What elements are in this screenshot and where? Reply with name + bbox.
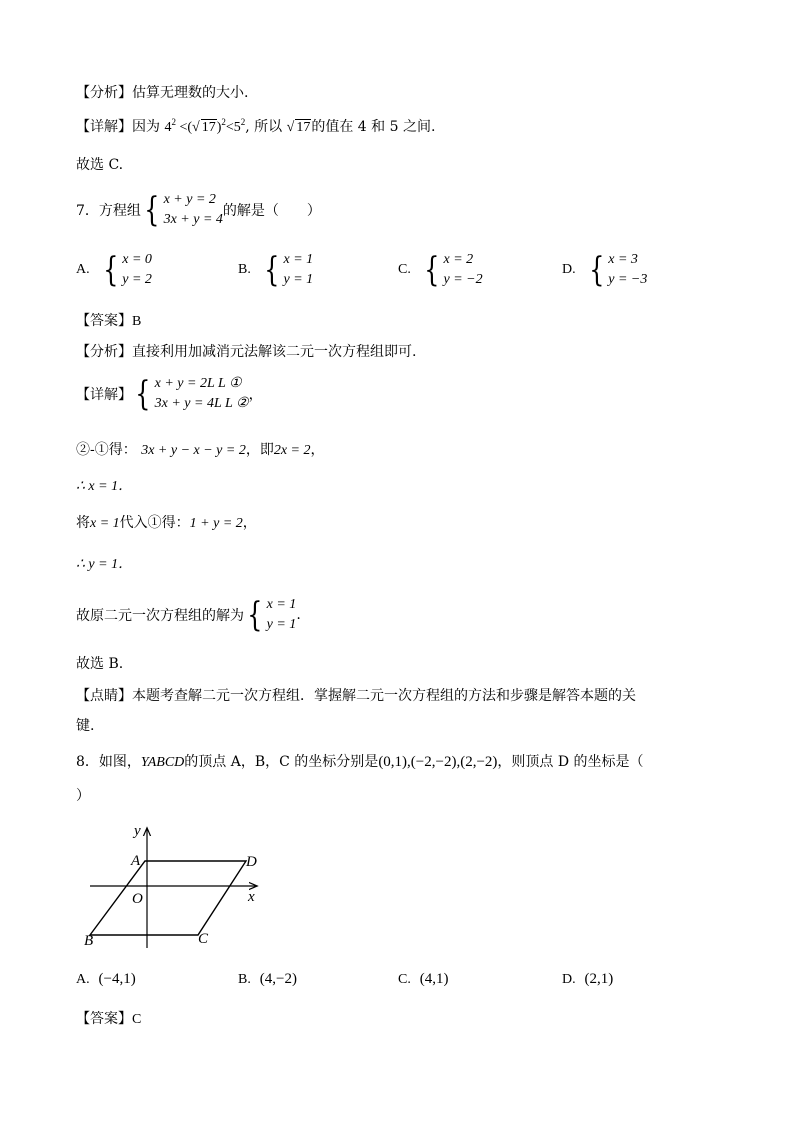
step-4: ∴ y = 1． xyxy=(76,557,133,572)
q8-option-a[interactable]: A. (−4,1) xyxy=(76,971,136,987)
comment-line-1: 【点睛】本题考查解二元一次方程组．掌握解二元一次方程组的方法和步骤是解答本题的关 xyxy=(76,688,636,704)
q7-option-a[interactable]: A. { x = 0 y = 2 xyxy=(76,250,152,290)
q7-option-b[interactable]: B. { x = 1 y = 1 xyxy=(238,250,314,290)
equation-2: 3x + y = 4 xyxy=(163,212,223,227)
q8-option-b[interactable]: B. (4,−2) xyxy=(238,971,297,987)
q7-detail-system: 【详解】 { x + y = 2L L ① 3x + y = 4L L ② ， xyxy=(76,374,263,414)
analysis-text: 估算无理数的大小. xyxy=(132,85,249,101)
coordinate-figure xyxy=(84,823,268,953)
q8-answer-line xyxy=(76,1009,141,1030)
question-7-tail: 的解是（ ） xyxy=(222,203,321,219)
analysis-label: 【分析】 xyxy=(76,85,132,101)
detail-label: 【详解】 xyxy=(76,387,132,403)
q7-analysis-line: 【分析】直接利用加减消元法解该二元一次方程组即可. xyxy=(76,344,417,360)
equation-1: x + y = 2 xyxy=(163,192,216,207)
comment-label: 【点睛】 xyxy=(76,688,132,704)
question-8-cont: ） xyxy=(76,788,90,804)
question-7 xyxy=(76,190,321,230)
parallelogram-abcd xyxy=(90,861,246,935)
detail-label: 【详解】 xyxy=(76,119,132,135)
x-axis-label: x xyxy=(248,889,255,905)
answer-value: C xyxy=(132,1012,142,1027)
answer-label: 【答案】 xyxy=(76,313,132,329)
origin-label: O xyxy=(132,891,143,907)
vertex-b-label: B xyxy=(84,933,94,949)
question-7-number: 7．方程组 xyxy=(76,203,141,219)
y-axis-label: y xyxy=(134,823,141,839)
q7-answer-line xyxy=(76,311,141,332)
vertex-d-label: D xyxy=(246,854,257,870)
step-1: ②-①得： 3x + y − x − y = 2，即2x = 2， xyxy=(76,442,325,458)
left-brace: { xyxy=(144,190,160,230)
vertex-a-label: A xyxy=(131,853,141,869)
parallelogram-symbol: YABCD xyxy=(140,755,185,770)
q8-option-c[interactable]: C. (4,1) xyxy=(398,971,449,987)
comment-line-2: 键. xyxy=(76,718,95,734)
vertex-c-label: C xyxy=(198,931,209,947)
sqrt-17-second: 17 xyxy=(296,120,311,135)
answer-label: 【答案】 xyxy=(76,1011,132,1027)
analysis-line xyxy=(76,83,248,103)
q7-option-d[interactable]: D. { x = 3 y = −3 xyxy=(562,250,648,290)
question-8: 8．如图，YABCD的顶点 A，B，C 的坐标分别是(0,1),(−2,−2),(2,−2)，则顶点 D 的坐标是（ xyxy=(76,754,644,770)
q7-choose: 故选 B. xyxy=(76,656,124,672)
q7-option-c[interactable]: C. { x = 2 y = −2 xyxy=(398,250,483,290)
step-2: ∴ x = 1． xyxy=(76,479,133,494)
step-3: 将x = 1代入①得：1 + y = 2， xyxy=(76,515,257,531)
q8-option-d[interactable]: D. (2,1) xyxy=(562,971,614,987)
sqrt-17: 17 xyxy=(201,120,216,135)
coordinates: (0,1),(−2,−2),(2,−2) xyxy=(378,754,498,770)
detail-line: 【详解】因为 $4^2$ <(√ $17)^2<5^2$, 所以 √ 17的值在 4 和 5 之间. xyxy=(76,117,436,135)
answer-value: B xyxy=(132,314,142,329)
choose-line: 故选 C. xyxy=(76,157,124,173)
step-5: 故原二元一次方程组的解为 { x = 1 y = 1 . xyxy=(76,595,301,635)
